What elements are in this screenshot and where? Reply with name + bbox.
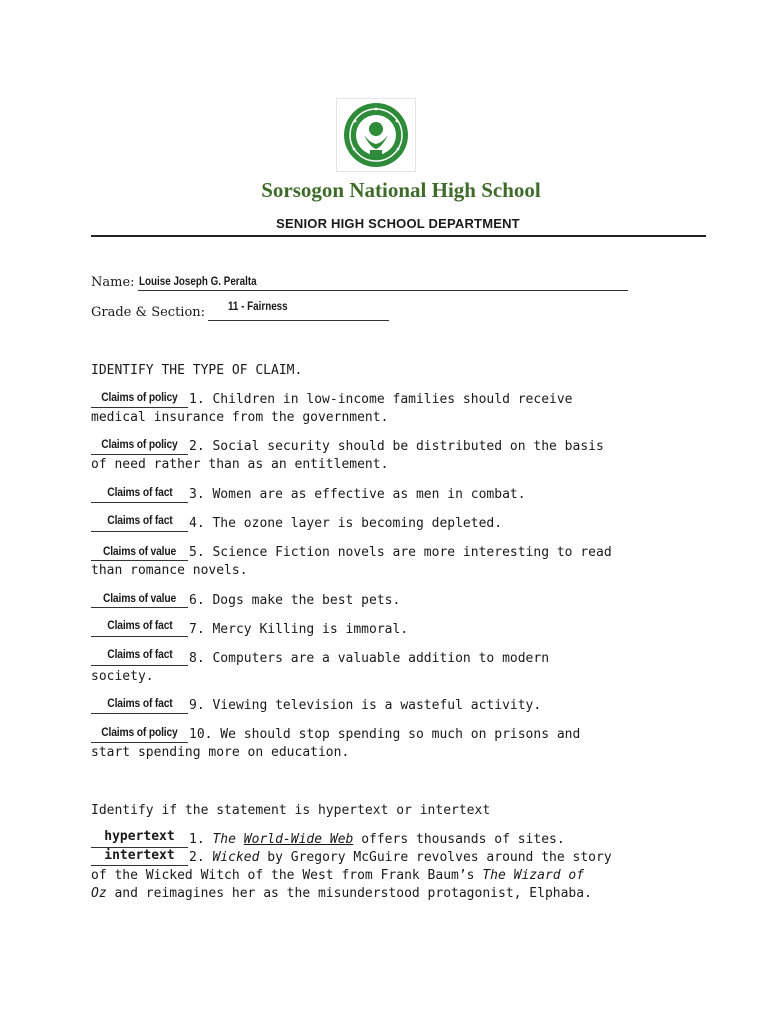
claim-answer[interactable]: Claims of policy <box>101 725 178 739</box>
claim-text: 10. We should stop spending so much on prisons and <box>189 727 581 742</box>
school-logo <box>336 98 416 172</box>
claim-text-cont: of need rather than as an entitlement. <box>91 457 389 472</box>
grade-section-underline <box>208 320 389 321</box>
claim-text: 1. Children in low-income families should receive <box>189 392 573 407</box>
claim-text-cont: society. <box>91 669 154 684</box>
statement-text: 1. The World-Wide Web offers thousands of sites. <box>189 832 565 847</box>
answer-line <box>91 454 188 455</box>
claim-text-cont: start spending more on education. <box>91 745 350 760</box>
claim-text: 2. Social security should be distributed on the basis <box>189 439 604 454</box>
answer-line <box>91 531 188 532</box>
department-title: SENIOR HIGH SCHOOL DEPARTMENT <box>276 216 520 231</box>
claim-answer[interactable]: Claims of value <box>102 544 177 558</box>
answer-line <box>91 742 188 743</box>
claim-text-cont: than romance novels. <box>91 563 248 578</box>
claim-answer[interactable]: Claims of fact <box>106 485 173 499</box>
answer-line <box>91 713 188 714</box>
claim-text: 5. Science Fiction novels are more interesting to read <box>189 545 612 560</box>
answer-line <box>91 665 188 666</box>
claim-answer[interactable]: Claims of fact <box>106 647 173 661</box>
school-name: Sorsogon National High School <box>261 178 541 202</box>
claim-answer[interactable]: Claims of policy <box>101 390 178 404</box>
intertext-answer[interactable]: intertext <box>104 848 175 863</box>
claim-text: 6. Dogs make the best pets. <box>189 593 401 608</box>
answer-line <box>91 865 188 866</box>
grade-section-label: Grade & Section: <box>91 305 206 320</box>
statement-text-cont: Oz and reimagines her as the misunderstood protagonist, Elphaba. <box>91 886 592 901</box>
hypertext-answer[interactable]: hypertext <box>104 829 175 844</box>
claim-answer[interactable]: Claims of policy <box>101 437 178 451</box>
claim-answer[interactable]: Claims of fact <box>106 618 173 632</box>
header-divider <box>91 235 706 237</box>
statement-text: 2. Wicked by Gregory McGuire revolves around the story <box>189 850 612 865</box>
answer-line <box>91 560 188 561</box>
claim-text: 3. Women are as effective as men in combat. <box>189 487 526 502</box>
answer-line <box>91 607 188 608</box>
answer-line <box>91 636 188 637</box>
claim-answer[interactable]: Claims of fact <box>106 513 173 527</box>
name-label: Name: <box>91 275 135 290</box>
claim-text-cont: medical insurance from the government. <box>91 410 389 425</box>
claim-answer[interactable]: Claims of value <box>102 591 177 605</box>
section2-heading: Identify if the statement is hypertext or intertext <box>91 803 491 818</box>
claim-answer[interactable]: Claims of fact <box>106 696 173 710</box>
school-seal-icon <box>337 99 415 171</box>
name-value[interactable]: Louise Joseph G. Peralta <box>139 274 257 288</box>
grade-section-value[interactable]: 11 - Fairness <box>228 299 288 313</box>
statement-text-cont: of the Wicked Witch of the West from Frank Baum’s The Wizard of <box>91 868 585 883</box>
section1-heading: IDENTIFY THE TYPE OF CLAIM. <box>91 363 303 378</box>
claim-text: 8. Computers are a valuable addition to modern <box>189 651 550 666</box>
claim-text: 4. The ozone layer is becoming depleted. <box>189 516 503 531</box>
answer-line <box>91 407 188 408</box>
name-underline <box>138 290 628 291</box>
claim-text: 9. Viewing television is a wasteful activity. <box>189 698 542 713</box>
answer-line <box>91 502 188 503</box>
claim-text: 7. Mercy Killing is immoral. <box>189 622 409 637</box>
